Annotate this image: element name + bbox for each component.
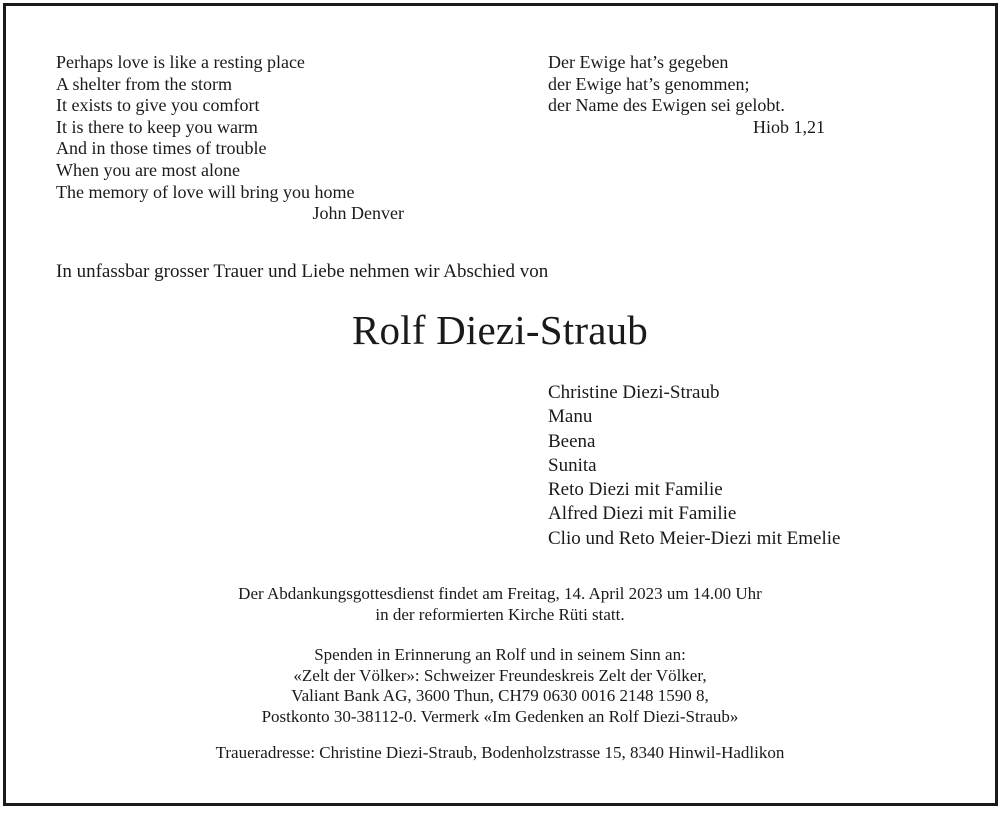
poem-english (56, 52, 404, 225)
deceased-name: Rolf Diezi-Straub (351, 307, 649, 353)
service-info (0, 584, 1000, 625)
poem-line: When you are most alone (56, 159, 240, 180)
mourning-address: Traueradresse: Christine Diezi-Straub, Bodenholzstrasse 15, 8340 Hinwil-Hadlikon (215, 743, 785, 762)
poem-line: Perhaps love is like a resting place (56, 52, 305, 72)
family-list (548, 381, 840, 551)
verse-line: der Ewige hat’s genommen; (548, 73, 750, 94)
donation-line: Postkonto 30-38112-0. Vermerk «Im Gedenken an Rolf Diezi-Straub» (261, 707, 739, 727)
poem-line: And in those times of trouble (56, 138, 267, 159)
family-member: Sunita (548, 454, 597, 476)
family-member: Manu (548, 406, 593, 428)
poem-line: It is there to keep you warm (56, 116, 258, 137)
bible-verse (548, 52, 825, 138)
intro-text: In unfassbar grosser Trauer und Liebe nehmen wir Abschied von (56, 261, 549, 282)
service-line: in der reformierten Kirche Rüti statt. (375, 604, 625, 624)
poem-line: The memory of love will bring you home (56, 181, 355, 202)
poem-author: John Denver (312, 203, 404, 224)
service-line: Der Abdankungsgottesdienst findet am Freitag, 14. April 2023 um 14.00 Uhr (238, 584, 762, 603)
donation-line: Valiant Bank AG, 3600 Thun, CH79 0630 0016 2148 1590 8, (291, 686, 709, 706)
family-member: Alfred Diezi mit Familie (548, 503, 737, 525)
verse-line: Der Ewige hat’s gegeben (548, 52, 729, 72)
poem-line: It exists to give you comfort (56, 95, 260, 116)
family-member: Clio und Reto Meier-Diezi mit Emelie (548, 527, 841, 549)
family-member: Beena (548, 430, 596, 452)
donation-line: Spenden in Erinnerung an Rolf und in seinem Sinn an: (314, 645, 686, 664)
donation-info (0, 645, 1000, 728)
donation-line: «Zelt der Völker»: Schweizer Freundeskreis Zelt der Völker, (293, 665, 707, 685)
poem-line: A shelter from the storm (56, 73, 232, 94)
verse-source: Hiob 1,21 (753, 116, 825, 137)
family-member: Christine Diezi-Straub (548, 382, 720, 403)
family-member: Reto Diezi mit Familie (548, 479, 723, 501)
verse-line: der Name des Ewigen sei gelobt. (548, 95, 785, 116)
